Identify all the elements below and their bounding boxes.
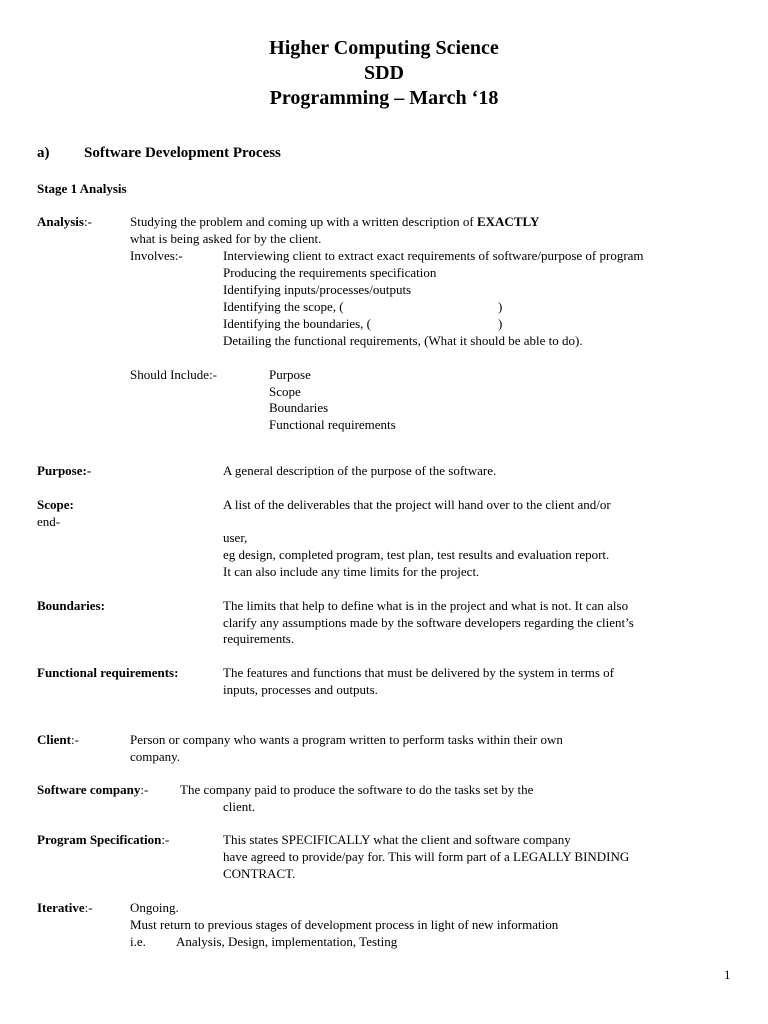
scope-desc-line4: It can also include any time limits for the project.	[223, 564, 480, 579]
iterative-desc-line1: Ongoing.	[130, 900, 179, 915]
client-desc-line2: company.	[130, 749, 181, 764]
should-include-item: Boundaries	[269, 400, 329, 415]
functional-desc-line1: The features and functions that must be delivered by the system in terms of	[223, 665, 614, 680]
scope-desc-line1: A list of the deliverables that the project will hand over to the client and/or	[223, 497, 611, 512]
scope-desc-line2: user,	[223, 530, 248, 545]
close-paren: )	[498, 316, 503, 331]
functional-term: Functional requirements:	[37, 665, 179, 680]
program-spec-desc-line1: This states SPECIFICALLY what the client and software company	[223, 832, 571, 847]
scope-desc-line3: eg design, completed program, test plan, test results and evaluation report.	[223, 547, 610, 562]
involves-item: Identifying inputs/processes/outputs	[223, 282, 412, 297]
iterative-term: Iterative:-	[37, 900, 93, 915]
iterative-desc-line3: Analysis, Design, implementation, Testing	[176, 934, 398, 949]
involves-item: Identifying the scope, (	[223, 299, 344, 314]
doc-title-line2: SDD	[363, 62, 404, 84]
software-company-desc-line1: The company paid to produce the software to do the tasks set by the	[180, 782, 534, 797]
involves-item: Producing the requirements specification	[223, 265, 437, 280]
analysis-desc-line1: Studying the problem and coming up with a written description of EXACTLY	[130, 214, 540, 229]
program-spec-term: Program Specification:-	[37, 832, 170, 847]
involves-item: Detailing the functional requirements, (What it should be able to do).	[223, 333, 583, 348]
section-marker: a)	[37, 145, 50, 161]
scope-end-fragment: end-	[37, 514, 61, 529]
iterative-ie: i.e.	[130, 934, 146, 949]
close-paren: )	[498, 299, 503, 314]
doc-title-line3: Programming – March ‘18	[269, 87, 499, 109]
should-include-item: Purpose	[269, 367, 311, 382]
should-include-label: Should Include:-	[130, 367, 218, 382]
program-spec-desc-line3: CONTRACT.	[223, 866, 296, 881]
involves-label: Involves:-	[130, 248, 183, 263]
functional-desc-line2: inputs, processes and outputs.	[223, 682, 378, 697]
boundaries-desc-line3: requirements.	[223, 631, 295, 646]
scope-term: Scope:	[37, 497, 74, 512]
involves-item: Interviewing client to extract exact requirements of software/purpose of program	[223, 248, 644, 263]
analysis-term: Analysis:-	[37, 214, 92, 229]
client-term: Client:-	[37, 732, 79, 747]
analysis-desc-line2: what is being asked for by the client.	[130, 231, 322, 246]
purpose-term: Purpose:-	[37, 463, 92, 478]
involves-item: Identifying the boundaries, (	[223, 316, 372, 331]
boundaries-desc-line2: clarify any assumptions made by the software developers regarding the client’s	[223, 615, 634, 630]
purpose-desc: A general description of the purpose of the software.	[223, 463, 497, 478]
software-company-desc-line2: client.	[223, 799, 256, 814]
should-include-item: Functional requirements	[269, 417, 396, 432]
section-heading: Software Development Process	[84, 145, 281, 161]
boundaries-term: Boundaries:	[37, 598, 105, 613]
boundaries-desc-line1: The limits that help to define what is in the project and what is not. It can also	[223, 598, 629, 613]
iterative-desc-line2: Must return to previous stages of development process in light of new information	[130, 917, 559, 932]
client-desc-line1: Person or company who wants a program written to perform tasks within their own	[130, 732, 563, 747]
doc-title-line1: Higher Computing Science	[269, 37, 499, 59]
page-number: 1	[724, 967, 731, 982]
should-include-item: Scope	[269, 384, 301, 399]
software-company-term: Software company:-	[37, 782, 149, 797]
stage-heading: Stage 1 Analysis	[37, 181, 127, 196]
program-spec-desc-line2: have agreed to provide/pay for. This will form part of a LEGALLY BINDING	[223, 849, 630, 864]
